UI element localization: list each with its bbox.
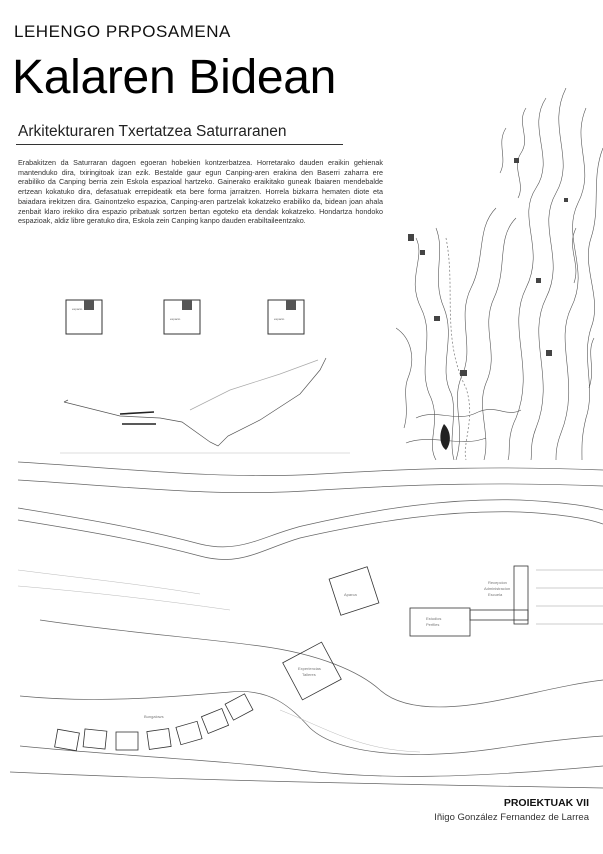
site-building-mark bbox=[460, 370, 467, 376]
project-description: Erabakitzen da Saturraran dagoen egoeran hobekien kontzerbatzea. Horretarako dauden eraikin gehienak mantenduko dira, txiringitoak izan ezik. Bestalde gaur egun Canping-aren erakina den Baserri zaharra ere erabiliko da Canping berria zein Eskola espazioal hartzeko. Gainerako eraikitako guneak Ibaiaren mendebalde ertzean kokatuko dira, defasatuak errepideatik eta bere forma jarraitzen. Horrela bizkarra hematen diote eta baiadara irekitzen dira. Gainontzeko espazioa, Canping-aren partzelak kokatzeko erabiliko da, bidean joan ahala zenbait klaro irekiko dira espazio pribatuak sortzen bertan egoteko eta dendak kokatzeko. Hondartza hondoko espazioak, aldiz libre geratuko dira, Eskola zein Canping kanpo dauden erabiltaileentzako. bbox=[18, 158, 383, 226]
site-label-perfiles: Perfiles bbox=[426, 622, 440, 627]
site-building-mark bbox=[434, 316, 440, 321]
river-mouth-mark bbox=[440, 424, 450, 450]
site-building-mark bbox=[514, 158, 519, 163]
site-building-mark bbox=[564, 198, 568, 202]
site-label-aparca: Aparca bbox=[344, 592, 357, 597]
topographic-map bbox=[396, 88, 603, 460]
document-kicker: LEHENGO PRPOSAMENA bbox=[14, 22, 231, 41]
building-recepcion bbox=[410, 608, 470, 636]
subtitle-underline bbox=[16, 144, 343, 145]
floor-plans bbox=[60, 296, 330, 338]
document-subtitle: Arkitekturaren Txertatzea Saturraranen bbox=[18, 123, 287, 140]
site-building-mark bbox=[408, 234, 414, 241]
building-aparca bbox=[329, 567, 379, 616]
building-administration bbox=[514, 566, 528, 624]
site-building-mark bbox=[420, 250, 425, 255]
site-label-escuela: Escuela bbox=[488, 592, 503, 597]
building-experiencias bbox=[283, 642, 342, 700]
site-label-estudios: Estudios bbox=[426, 616, 442, 621]
site-label-recepcion: Recepcion bbox=[488, 580, 507, 585]
site-label-experiencias: Experiencias bbox=[298, 666, 321, 671]
floor-plan-label: espacio bbox=[72, 307, 83, 311]
floor-plan-label: espacio bbox=[170, 317, 181, 321]
site-label-bungalows: Bungalows bbox=[144, 714, 164, 719]
site-section bbox=[60, 350, 350, 454]
site-label-talleres: Talleres bbox=[302, 672, 316, 677]
document-title: Kalaren Bidean bbox=[12, 51, 337, 104]
building-connector bbox=[470, 610, 528, 620]
site-building-mark bbox=[536, 278, 541, 283]
author-name: Iñigo González Fernandez de Larrea bbox=[434, 812, 589, 823]
floor-plan-label: espacio bbox=[274, 317, 285, 321]
site-label-administration: Administracion bbox=[484, 586, 511, 591]
site-plan bbox=[0, 460, 603, 792]
site-building-mark bbox=[546, 350, 552, 356]
course-name: PROIEKTUAK VII bbox=[503, 797, 589, 809]
